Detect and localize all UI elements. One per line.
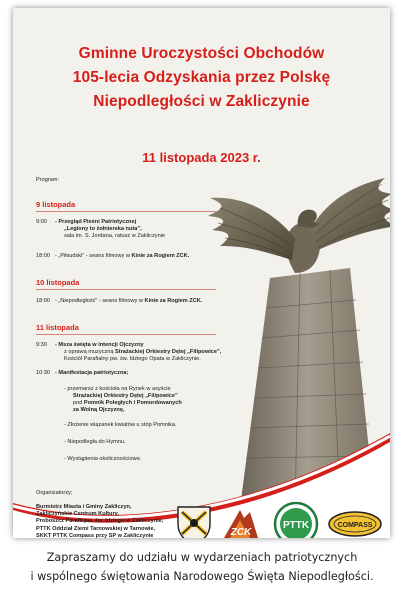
event-time: 9:00 (36, 219, 47, 225)
event-time: 18:00 (36, 253, 50, 259)
manifest-line: za Wolną Ojczyznę, (73, 407, 125, 413)
title-line-1: Gminne Uroczystości Obchodów (78, 45, 325, 62)
zck-logo (220, 504, 262, 538)
event-place: sala im. S. Jordana, ratusz w Zakliczynie (64, 233, 166, 239)
organizer-item: Zakliczyńskie Centrum Kultury, (36, 511, 119, 518)
organizers-label: Organizatorzy; (36, 490, 73, 496)
pttk-logo (272, 501, 320, 538)
day-divider (36, 289, 216, 290)
organizer-item: Proboszcz Parafii pw. św. Idziego w Zakliczynie, (36, 518, 164, 525)
poster-title (13, 42, 390, 114)
compass-logo (327, 504, 383, 538)
program-label: Program: (36, 177, 60, 183)
day-divider (36, 211, 216, 212)
caption-line-1: Zapraszamy do udziału w wydarzeniach patriotycznych (46, 551, 358, 564)
manifest-line: Strażackiej Orkiestry Dętej „Filipowice” (73, 393, 178, 399)
manifest-line: - przemarsz z kościoła na Rynek w asyście (64, 386, 171, 392)
zakliczyn-coat-of-arms-logo (174, 504, 214, 538)
organizers-list (36, 504, 163, 538)
program-item: - Niepodległa do Hymnu. (64, 439, 126, 445)
event-poster (13, 8, 390, 538)
organizer-item: Burmistrz Miasta i Gminy Zakliczyn, (36, 504, 132, 510)
organizer-item: PTTK Oddział Ziemi Tarnowskiej w Tarnowie, (36, 525, 156, 532)
event-title: - Msza święta w intencji Ojczyzny (55, 342, 144, 348)
day-heading-10-nov: 10 listopada (36, 278, 80, 287)
compass-logo-text: COMPASS (337, 522, 373, 529)
event-title: - Manifestacja patriotyczna; (55, 370, 129, 376)
event-title: - Przegląd Pieśni Patriotycznej (55, 219, 137, 225)
day-heading-11-nov: 11 listopada (36, 323, 79, 332)
organizer-item: SKKT PTTK Compass przy SP w Zakliczynie (36, 532, 154, 538)
title-line-3: Niepodległości w Zakliczynie (93, 93, 310, 110)
caption-line-2: i wspólnego świętowania Narodowego Święta Niepodległości. (30, 570, 374, 583)
event-detail: z oprawą muzyczną Strażackiej Orkiestry Dętej „Filipowice”, (64, 349, 222, 355)
zck-logo-text: ZCK (230, 527, 252, 538)
day-heading-9-nov: 9 listopada (36, 200, 76, 209)
title-line-2: 105-lecia Odzyskania przez Polskę (72, 69, 331, 86)
event-time: 10:30 (36, 370, 50, 376)
event-time: 18:00 (36, 298, 50, 304)
event-subtitle: „Legiony to żołnierska nuta”, (64, 226, 142, 232)
event-place: Kościół Parafialny pw. św. Idziego Opata w Zakliczynie. (64, 356, 201, 362)
program-item: - Złożenie wiązanek kwiatów u stóp Pomnika. (64, 422, 177, 428)
invitation-caption (0, 548, 404, 586)
event-date: 11 listopada 2023 r. (142, 150, 261, 165)
pttk-logo-text: PTTK (282, 520, 310, 531)
day-divider (36, 334, 216, 335)
program-item: - Wystąpienia okolicznościowe. (64, 456, 142, 462)
manifest-line: pod Pomnik Poległych i Pomordowanych (73, 400, 182, 406)
event-description: - „Piłsudski” - seans filmowy w Kinie za Rogiem ZCK. (55, 253, 190, 259)
event-time: 9:30 (36, 342, 47, 348)
event-description: - „Niepodległość” - seans filmowy w Kinie za Rogiem ZCK. (55, 298, 203, 304)
